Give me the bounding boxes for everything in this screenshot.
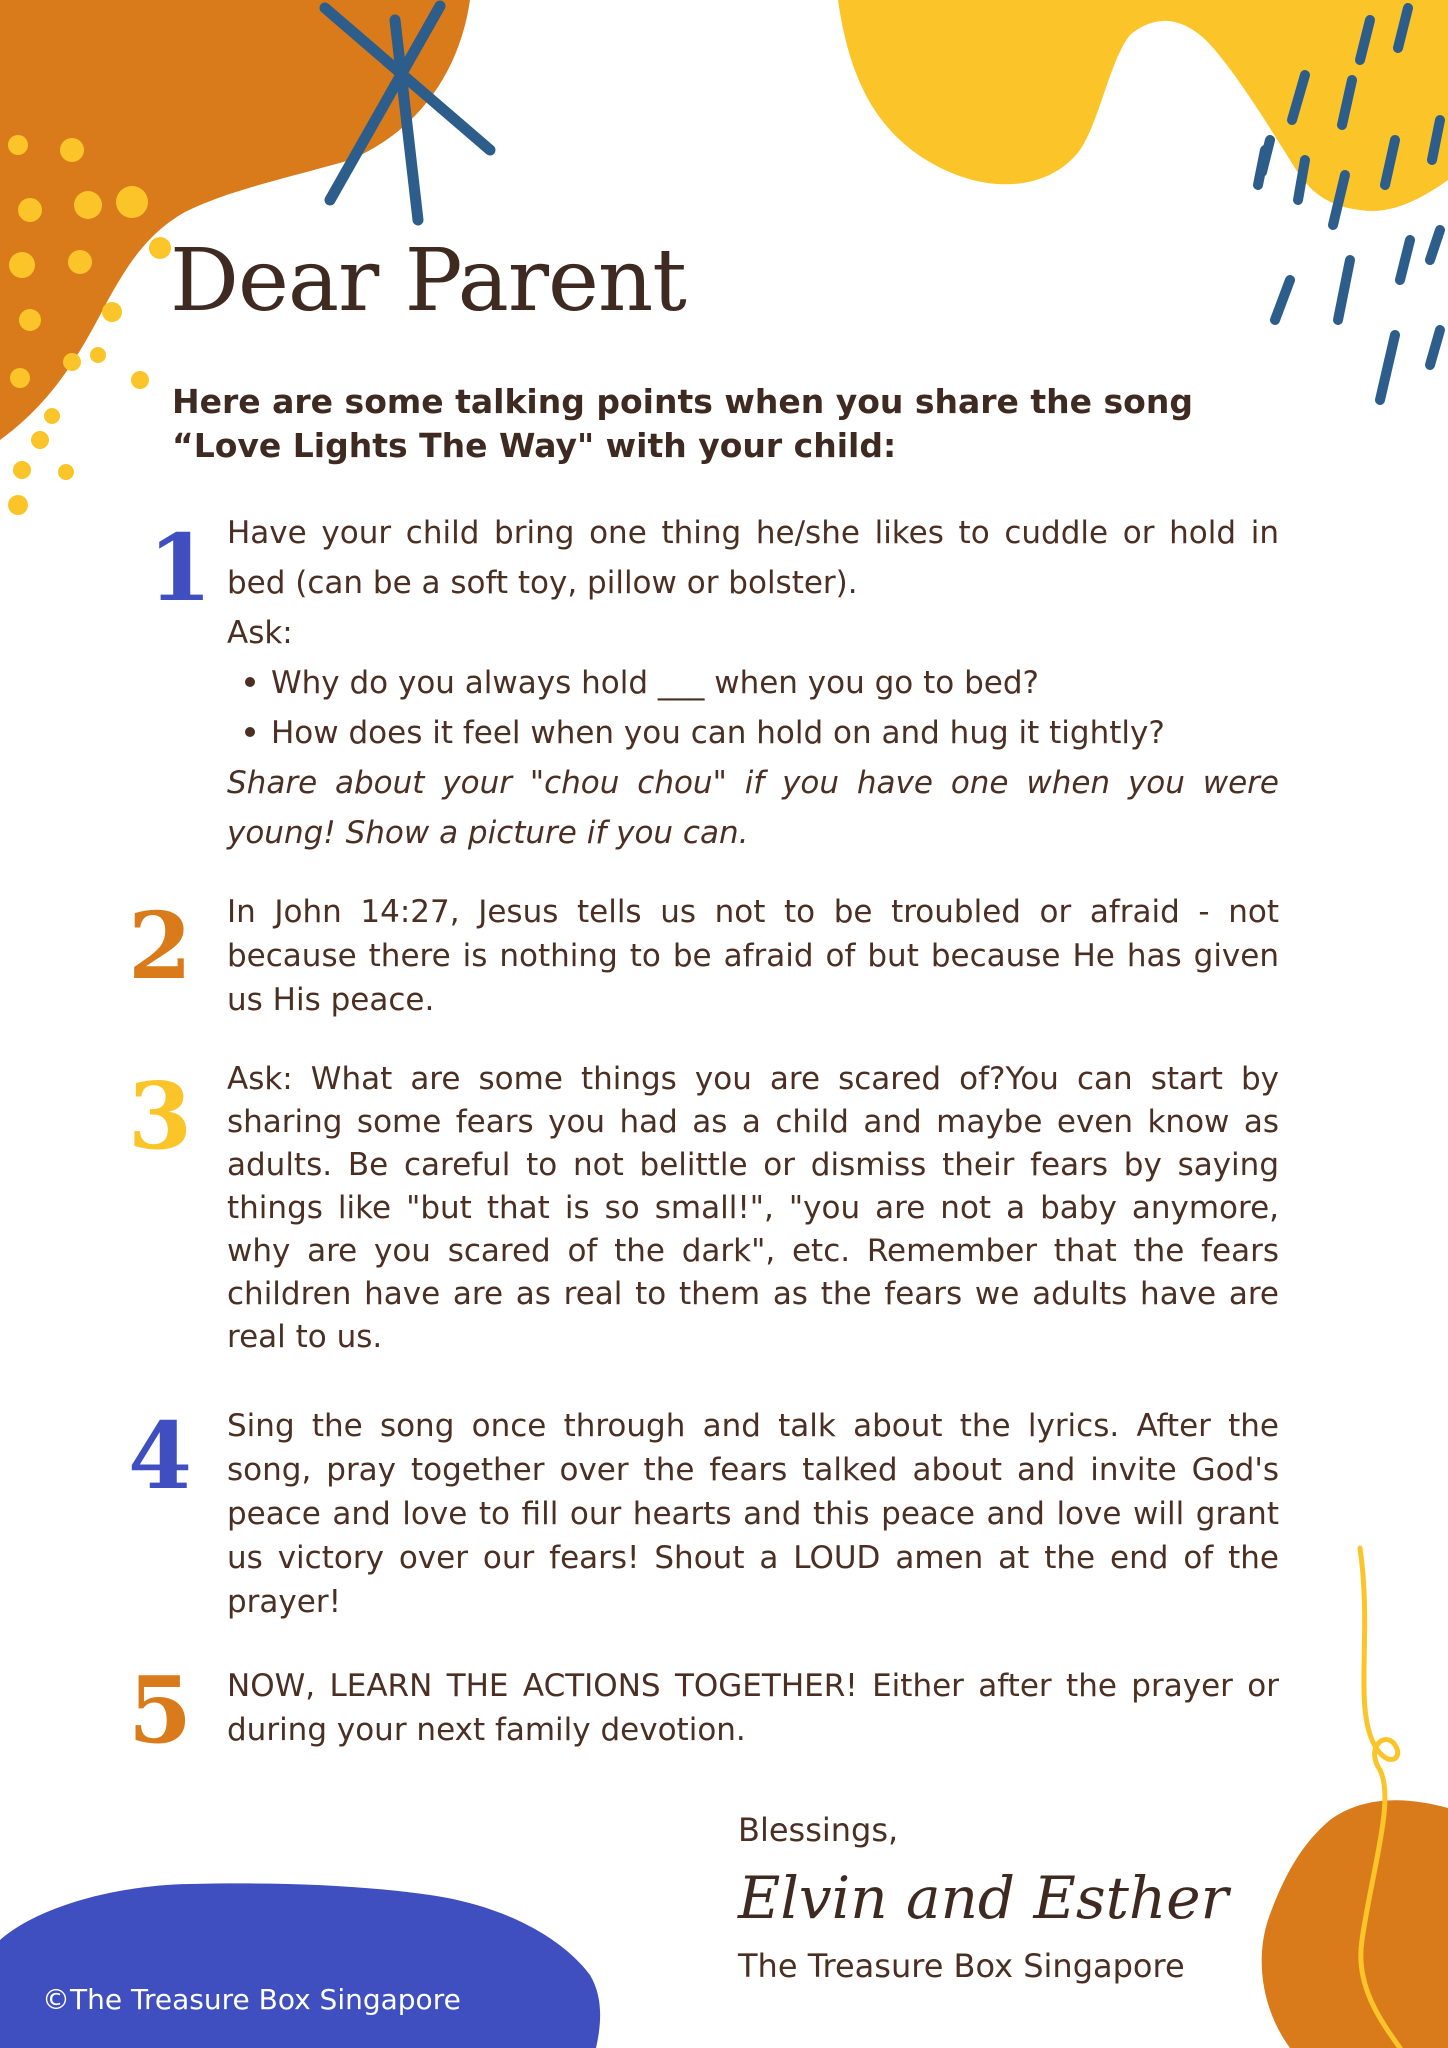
point-number-3: 3 [128, 1062, 193, 1170]
point-1-lead: Have your child bring one thing he/she likes to cuddle or hold in bed (can be a soft toy, pillow or bolster). [227, 515, 1279, 601]
bullet-icon [245, 677, 255, 687]
blessing-text: Blessings, [738, 1811, 899, 1849]
point-5-text: NOW, LEARN THE ACTIONS TOGETHER! Either after the prayer or during your next family devotion. [227, 1668, 1279, 1748]
question-text: How does it feel when you can hold on and hug it tightly? [271, 715, 1165, 751]
point-3-text: Ask: What are some things you are scared of?You can start by sharing some fears you had as a child and maybe even know as adults. Be careful to not belittle or dismiss their fears by saying things like "but that is so small!", "you are not a baby anymore, why are you scared of the dark", etc. Remember that the fears children have are as real to them as the fears we adults have are real to us. [227, 1061, 1279, 1355]
intro-text: Here are some talking points when you share the song “Love Lights The Way" with your child: [172, 382, 1193, 465]
organization-name: The Treasure Box Singapore [738, 1947, 1185, 1985]
orange-blob-bottom-right [1262, 1800, 1448, 2048]
point-number-4: 4 [128, 1402, 193, 1510]
point-number-5: 5 [128, 1656, 193, 1764]
copyright-notice: ©The Treasure Box Singapore [42, 1983, 461, 2016]
point-number-2: 2 [128, 892, 193, 1000]
closing-block [738, 1806, 1238, 1990]
question-text: Why do you always hold ___ when you go to bed? [271, 665, 1039, 701]
point-number-1: 1 [148, 514, 213, 622]
point-1-note: Share about your "chou chou" if you have one when you were young! Show a picture if you can. [227, 765, 1279, 851]
point-4-text: Sing the song once through and talk about the lyrics. After the song, pray together over the fears talked about and invite God's peace and love to fill our hearts and this peace and love will grant us victory over our fears! Shout a LOUD amen at the end of the prayer! [227, 1408, 1279, 1620]
blue-blob-bottom-left [0, 1883, 600, 2048]
point-2-text: In John 14:27, Jesus tells us not to be troubled or afraid - not because there is nothing to be afraid of but because He has given us His peace. [227, 894, 1279, 1018]
list-item [245, 708, 1279, 758]
signature: Elvin and Esther [738, 1864, 1229, 1932]
page-title: Dear Parent [170, 231, 686, 331]
yellow-blob-top-right [838, 0, 1448, 211]
bullet-icon [245, 727, 255, 737]
point-1-ask: Ask: [227, 615, 293, 651]
point-1 [227, 508, 1279, 858]
list-item [245, 658, 1279, 708]
point-1-questions [227, 658, 1279, 758]
